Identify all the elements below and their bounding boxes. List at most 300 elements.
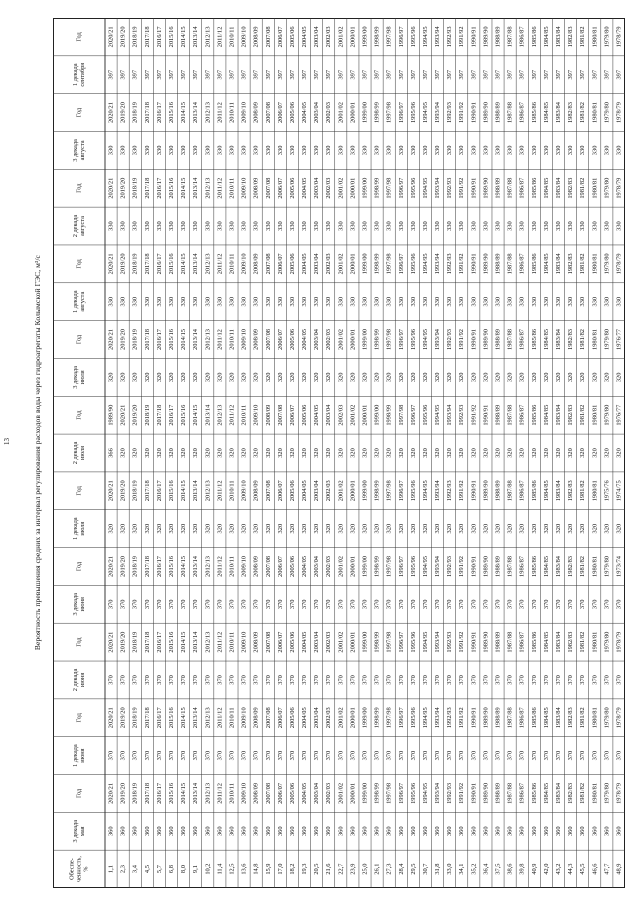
table-cell: 2000/01 [349,782,357,804]
table-cell: 320 [397,448,405,458]
table-cell: 370 [143,750,151,761]
table-cell: 330 [180,145,188,156]
table-cell: 397 [482,69,490,80]
header-label: Год [75,107,83,118]
header-cell [76,183,83,193]
table-cell: 1981/82 [579,480,587,502]
table-cell: 370 [216,599,224,610]
table-cell: 1995/96 [409,102,417,124]
table-cell: 320 [325,448,333,458]
table-cell: 1983/84 [554,102,562,124]
table-cell: 1986/87 [518,177,526,199]
table-cell: 2015/16 [168,631,176,653]
table-cell: 2020/21 [107,631,115,653]
table-cell: 330 [131,296,139,307]
table-cell: 1994/95 [421,782,429,804]
table-cell: 360 [337,826,345,837]
table-cell: 330 [349,296,357,307]
table-cell: 1997/98 [385,102,393,124]
probability-cell: 46,6 [591,863,599,875]
header-cell [72,517,86,540]
table-cell: 330 [373,145,381,156]
table-cell: 330 [506,296,514,307]
table-cell: 360 [276,826,284,837]
table-cell: 2015/16 [180,404,188,426]
table-cell: 397 [373,69,381,80]
table-cell: 320 [615,372,623,383]
table-cell: 1986/87 [518,782,526,804]
table-cell: 1978/79 [615,102,623,124]
header-cell [76,712,83,722]
table-cell: 1975/76 [603,480,611,502]
table-cell: 1982/83 [567,102,575,124]
table-cell: 1983/84 [554,253,562,275]
table-cell: 370 [554,675,562,685]
table-cell: 370 [494,675,502,685]
table-cell: 2007/08 [264,177,272,199]
table-cell: 2013/14 [192,556,200,577]
table-cell: 1999/00 [361,556,369,577]
table-cell: 320 [579,372,587,383]
table-cell: 330 [180,296,188,307]
table-cell: 360 [373,826,381,837]
table-cell: 2017/18 [143,329,151,350]
table-cell: 330 [228,145,236,156]
table-cell: 1988/89 [494,102,502,124]
table-cell: 1987/88 [506,556,514,577]
table-cell: 330 [518,296,526,307]
table-cell: 2019/20 [119,26,127,48]
table-cell: 2006/07 [276,480,284,502]
table-cell: 1988/89 [494,404,502,426]
table-cell: 330 [458,296,466,307]
table-cell: 2003/04 [313,556,321,577]
table-cell: 2014/15 [180,329,188,350]
table-cell: 1983/84 [554,404,562,426]
table-cell: 1998/99 [385,404,393,426]
table-cell: 1996/97 [397,480,405,502]
table-cell: 330 [494,296,502,307]
table-cell: 1981/82 [579,26,587,48]
table-cell: 1988/89 [494,177,502,199]
table-cell: 360 [228,826,236,837]
table-cell: 370 [325,750,333,761]
table-cell: 2014/15 [180,177,188,199]
table-cell: 2018/19 [131,782,139,804]
table-cell: 320 [482,523,490,534]
table-cell: 2005/06 [288,26,296,48]
table-cell: 320 [434,448,442,458]
header-cell [72,63,86,87]
probability-cell: 43,2 [554,863,562,875]
table-cell: 1985/86 [530,404,538,426]
table-cell: 320 [567,372,575,383]
table-cell: 2015/16 [168,253,176,275]
table-cell: 330 [276,145,284,156]
table-cell: 2001/02 [337,556,345,577]
table-cell: 1990/91 [470,26,478,48]
table-cell: 360 [131,826,139,837]
table-cell: 2002/03 [325,329,333,350]
table-cell: 370 [168,675,176,685]
table-cell: 370 [180,750,188,761]
probability-cell: 9,1 [192,865,200,874]
table-cell: 2012/13 [204,102,212,124]
table-cell: 2020/21 [107,556,115,577]
table-cell: 320 [204,372,212,383]
table-cell: 330 [542,221,550,231]
probability-cell: 10,2 [204,863,212,875]
table-cell: 1987/88 [506,26,514,48]
table-cell: 1984/85 [542,329,550,350]
table-cell: 320 [482,448,490,458]
table-cell: 1990/91 [470,177,478,199]
table-cell: 1983/84 [554,177,562,199]
table-cell: 2007/08 [264,102,272,124]
header-cell [76,788,83,798]
table-cell: 370 [567,599,575,610]
table-cell: 1984/85 [542,631,550,653]
table-cell: 370 [603,675,611,685]
table-cell: 320 [131,448,139,458]
table-cell: 1976/77 [615,404,623,426]
table-cell: 1980/81 [591,782,599,804]
table-cell: 2010/11 [228,783,236,804]
table-cell: 1994/95 [421,177,429,199]
table-cell: 370 [119,750,127,761]
table-cell: 370 [192,675,200,685]
table-cell: 330 [470,221,478,231]
table-cell: 370 [131,675,139,685]
table-cell: 370 [325,675,333,685]
table-cell: 360 [325,826,333,837]
table-cell: 2004/05 [301,556,309,577]
table-cell: 1989/90 [482,782,490,804]
probability-cell: 44,3 [567,863,575,875]
table-cell: 320 [301,448,309,458]
table-cell: 1978/79 [615,631,623,653]
table-cell: 330 [494,221,502,231]
table-cell: 320 [240,523,248,534]
table-cell: 1986/87 [518,253,526,275]
header-cell [72,744,86,767]
table-cell: 2001/02 [337,102,345,124]
table-cell: 320 [119,372,127,383]
table-cell: 330 [409,221,417,231]
table-cell: 2006/07 [276,707,284,729]
table-cell: 330 [591,221,599,231]
table-cell: 2009/10 [240,707,248,729]
table-cell: 2007/08 [264,631,272,653]
header-label: 1 декада [71,290,79,313]
table-cell: 2014/15 [180,102,188,124]
table-cell: 2009/10 [240,253,248,275]
table-cell: 370 [337,750,345,761]
table-cell: 2016/17 [155,102,163,124]
table-cell: 370 [615,675,623,685]
table-cell: 360 [494,826,502,837]
table-cell: 1997/98 [385,26,393,48]
table-cell: 320 [397,523,405,534]
table-cell: 320 [264,523,272,534]
table-cell: 320 [192,372,200,383]
table-cell: 397 [276,69,284,80]
table-cell: 370 [264,750,272,761]
table-cell: 1990/91 [470,782,478,804]
table-cell: 2002/03 [325,707,333,729]
table-cell: 360 [240,826,248,837]
probability-cell: 17,0 [276,863,284,875]
table-cell: 320 [180,448,188,458]
probability-cell: 12,5 [228,863,236,875]
probability-cell: 2,3 [119,865,127,874]
table-cell: 360 [264,826,272,837]
table-cell: 320 [603,372,611,383]
table-cell: 397 [458,69,466,80]
table-cell: 1995/96 [409,782,417,804]
table-cell: 320 [518,523,526,534]
table-cell: 2005/06 [301,404,309,426]
table-cell: 330 [397,221,405,231]
table-cell: 330 [192,145,200,156]
table-cell: 370 [397,675,405,685]
table-cell: 1991/92 [458,556,466,577]
table-cell: 320 [554,372,562,383]
table-cell: 320 [349,372,357,383]
table-cell: 330 [470,296,478,307]
table-cell: 1986/87 [518,26,526,48]
table-cell: 370 [494,599,502,610]
table-cell: 370 [192,599,200,610]
table-cell: 1987/88 [506,102,514,124]
table-cell: 320 [506,523,514,534]
table-cell: 1987/88 [506,329,514,350]
table-cell: 397 [518,69,526,80]
table-cell: 370 [240,599,248,610]
table-cell: 2015/16 [168,480,176,502]
table-cell: 1993/94 [434,26,442,48]
table-cell: 397 [603,69,611,80]
table-cell: 320 [119,448,127,458]
table-cell: 370 [446,675,454,685]
table-cell: 360 [168,826,176,837]
table-cell: 370 [591,750,599,761]
table-cell: 320 [288,523,296,534]
table-cell: 2020/21 [107,253,115,275]
probability-cell: 48,9 [615,863,623,875]
table-cell: 1989/90 [482,556,490,577]
table-cell: 2020/21 [107,782,115,804]
table-cell: 2019/20 [119,480,127,502]
table-cell: 330 [240,296,248,307]
table-cell: 330 [603,145,611,156]
table-cell: 320 [168,523,176,534]
table-cell: 1983/84 [554,329,562,350]
table-cell: 2014/15 [180,480,188,502]
probability-cell: 31,8 [434,863,442,875]
table-cell: 397 [168,69,176,80]
table-cell: 320 [385,372,393,383]
table-cell: 2014/15 [180,782,188,804]
table-cell: 370 [155,599,163,610]
table-cell: 320 [506,372,514,383]
table-cell: 2005/06 [288,707,296,729]
table-cell: 330 [155,221,163,231]
table-cell: 320 [325,523,333,534]
table-cell: 320 [276,448,284,458]
page-title [27,0,47,905]
table-cell: 1989/90 [482,177,490,199]
table-cell: 320 [373,523,381,534]
table-cell: 1997/98 [397,404,405,426]
table-cell: 1984/85 [542,404,550,426]
table-cell: 1984/85 [542,782,550,804]
table-cell: 330 [579,145,587,156]
table-cell: 330 [554,296,562,307]
table-cell: 2008/09 [252,26,260,48]
table-cell: 1979/80 [603,707,611,729]
table-cell: 320 [301,523,309,534]
table-cell: 330 [204,221,212,231]
table-cell: 2007/08 [264,707,272,729]
table-cell: 370 [603,750,611,761]
table-cell: 370 [119,599,127,610]
table-cell: 330 [385,145,393,156]
table-cell: 2018/19 [143,404,151,426]
table-cell: 2003/04 [325,404,333,426]
table-cell: 320 [409,523,417,534]
table-cell: 370 [494,750,502,761]
table-cell: 330 [288,145,296,156]
table-cell: 370 [349,750,357,761]
table-cell: 1991/92 [458,329,466,350]
table-cell: 370 [434,599,442,610]
probability-cell: 6,8 [168,865,176,874]
table-cell: 1987/88 [506,707,514,729]
probability-cell: 34,1 [458,863,466,875]
table-cell: 370 [313,675,321,685]
table-cell: 1982/83 [567,707,575,729]
table-cell: 2011/12 [216,783,224,804]
table-cell: 1992/93 [446,26,454,48]
table-cell: 370 [409,599,417,610]
table-cell: 2010/11 [228,556,236,577]
table-cell: 1980/81 [591,177,599,199]
table-cell: 370 [482,675,490,685]
table-cell: 2014/15 [192,404,200,426]
table-cell: 1994/95 [421,26,429,48]
table-cell: 2020/21 [107,329,115,350]
table-cell: 397 [288,69,296,80]
header-cell [76,637,83,647]
table-cell: 2010/11 [228,631,236,653]
table-cell: 370 [228,750,236,761]
table-cell: 330 [168,221,176,231]
table-cell: 1996/97 [397,177,405,199]
table-cell: 370 [168,750,176,761]
table-cell: 2001/02 [337,177,345,199]
table-cell: 397 [192,69,200,80]
table-cell: 1992/93 [446,177,454,199]
table-cell: 370 [434,750,442,761]
table-cell: 370 [518,675,526,685]
table-cell: 2006/07 [276,253,284,275]
table-cell: 370 [131,750,139,761]
table-cell: 2005/06 [288,177,296,199]
table-cell: 370 [591,675,599,685]
table-cell: 370 [506,675,514,685]
table-cell: 2001/02 [337,707,345,729]
table-cell: 397 [131,69,139,80]
table-cell: 2013/14 [192,480,200,502]
table-cell: 2006/07 [276,26,284,48]
table-cell: 370 [325,599,333,610]
table-cell: 1991/92 [458,253,466,275]
table-cell: 2003/04 [313,26,321,48]
table-cell: 370 [567,750,575,761]
table-cell: 1998/99 [373,631,381,653]
table-cell: 370 [446,599,454,610]
probability-table [53,18,625,888]
table-cell: 1981/82 [579,177,587,199]
table-cell: 360 [301,826,309,837]
table-cell: 330 [603,296,611,307]
table-cell: 330 [409,296,417,307]
table-cell: 2003/04 [313,102,321,124]
probability-table-grid [53,18,625,888]
table-cell: 320 [216,523,224,534]
table-cell: 2010/11 [228,480,236,502]
table-cell: 1979/80 [603,253,611,275]
table-cell: 330 [615,221,623,231]
table-cell: 2009/10 [240,556,248,577]
table-cell: 320 [288,448,296,458]
table-cell: 2019/20 [119,556,127,577]
table-cell: 370 [361,599,369,610]
table-cell: 320 [615,523,623,534]
header-label: июля [79,446,87,460]
table-cell: 397 [567,69,575,80]
table-cell: 370 [301,675,309,685]
table-cell: 1986/87 [518,329,526,350]
table-cell: 397 [554,69,562,80]
table-cell: 370 [192,750,200,761]
table-cell: 1989/90 [482,102,490,124]
table-cell: 1979/80 [603,329,611,350]
table-cell: 1997/98 [385,707,393,729]
table-cell: 2006/07 [276,102,284,124]
table-cell: 320 [228,523,236,534]
table-cell: 2009/10 [240,26,248,48]
table-cell: 2010/11 [228,253,236,275]
table-cell: 1999/00 [373,404,381,426]
table-cell: 360 [615,826,623,837]
table-cell: 360 [107,826,115,837]
table-cell: 2013/14 [192,631,200,653]
table-cell: 370 [301,599,309,610]
table-cell: 2001/02 [337,631,345,653]
table-cell: 330 [313,296,321,307]
table-cell: 1995/96 [409,177,417,199]
table-cell: 2015/16 [168,102,176,124]
table-cell: 320 [276,372,284,383]
table-cell: 370 [180,599,188,610]
table-cell: 1978/79 [615,707,623,729]
table-cell: 370 [349,599,357,610]
table-cell: 1978/79 [615,26,623,48]
table-cell: 2012/13 [216,404,224,426]
table-cell: 1990/91 [470,556,478,577]
